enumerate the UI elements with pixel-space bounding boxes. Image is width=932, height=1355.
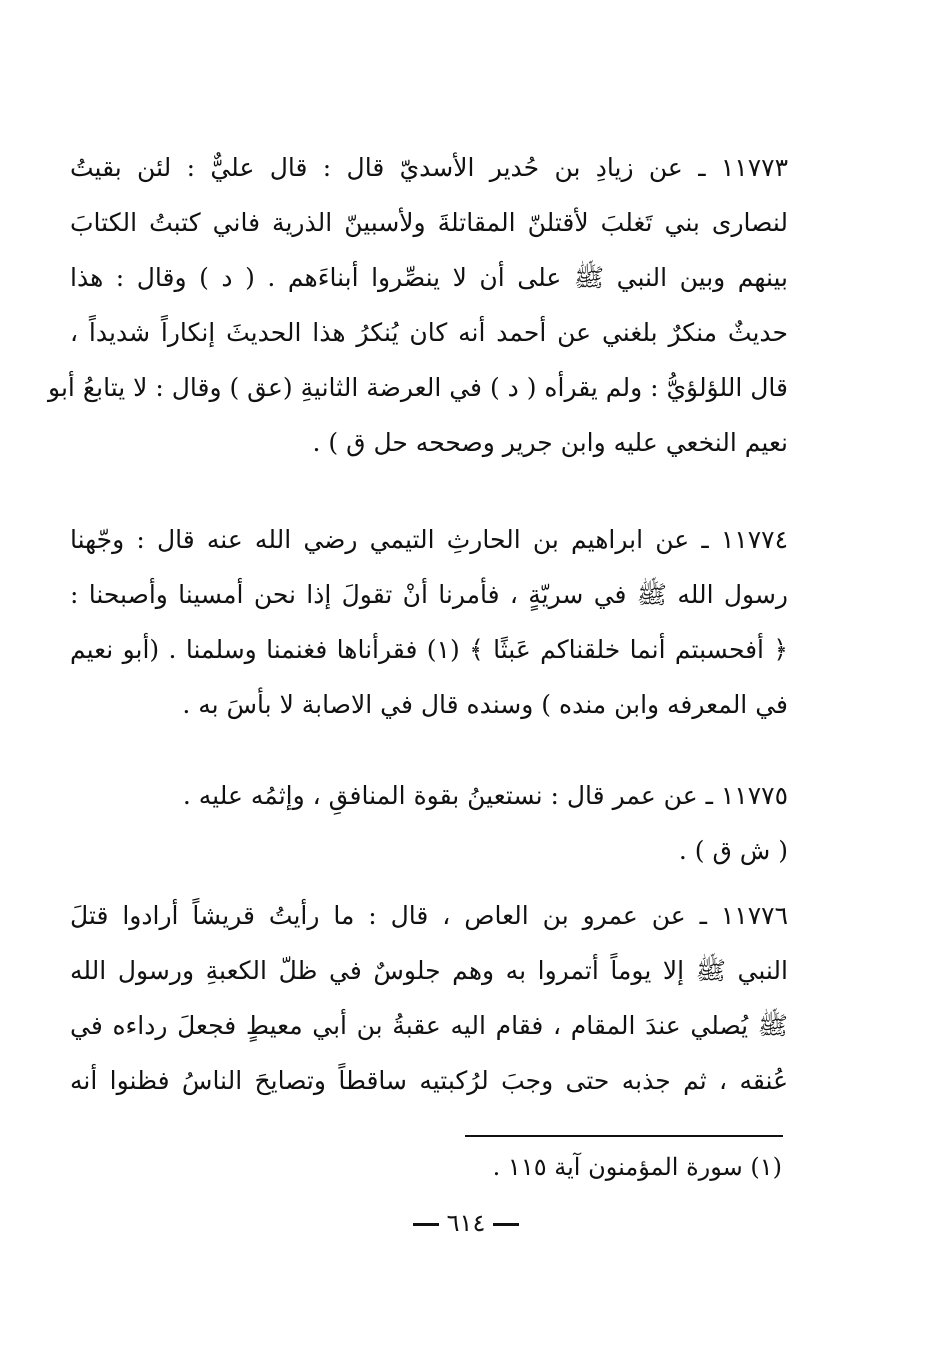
footnote-divider xyxy=(465,1135,783,1137)
text-line: ﷺ يُصلي عندَ المقام ، فقام اليه عقبةُ بن أبي معيطٍ فجعلَ رداءه في xyxy=(70,1011,788,1040)
text-line: عُنقه ، ثم جذبه حتى وجبَ لرُكبتيه ساقطاً وتصايحَ الناسُ فظنوا أنه xyxy=(70,1066,788,1095)
text-line: قال اللؤلؤيُّ : ولم يقرأه ( د ) في العرضة الثانيةِ (عق ) وقال : لا يتابعُ أبو xyxy=(48,373,788,402)
hadith-11773 xyxy=(48,140,788,470)
text-line: ١١٧٧٣ ـ عن زيادِ بن حُدير الأسديّ قال : قال عليٌّ : لئن بقيتُ xyxy=(70,153,788,182)
hadith-11775 xyxy=(70,768,788,878)
text-line: حديثٌ منكرٌ بلغني عن أحمد أنه كان يُنكرُ هذا الحديثَ إنكاراً شديداً ، xyxy=(70,318,788,347)
page-number-value: ٦١٤ xyxy=(446,1209,486,1237)
text-line: ١١٧٧٥ ـ عن عمر قال : نستعينُ بقوة المنافقِ ، وإثمُه عليه . xyxy=(182,781,788,810)
hadith-11776 xyxy=(70,888,788,1108)
text-line: ﴿ أفحسبتم أنما خلقناكم عَبثًا ﴾ (١) فقرأناها فغنمنا وسلمنا . (أبو نعيم xyxy=(70,635,789,664)
text-line: ١١٧٧٤ ـ عن ابراهيم بن الحارثِ التيمي رضي الله عنه قال : وجّهنا xyxy=(70,525,788,554)
text-line: بينهم وبين النبي ﷺ على أن لا ينصِّروا أبناءَهم . ( د ) وقال : هذا xyxy=(70,263,788,292)
page-number xyxy=(0,1203,932,1243)
text-line: لنصارى بني تَغلبَ لأقتلنّ المقاتلةَ ولأسبينّ الذرية فاني كتبتُ الكتابَ xyxy=(70,208,788,237)
hadith-11774 xyxy=(70,512,788,732)
text-line: رسول الله ﷺ في سريّةٍ ، فأمرنا أنْ تقولَ إذا نحن أمسينا وأصبحنا : xyxy=(70,580,788,609)
text-line: ( ش ق ) . xyxy=(678,836,788,865)
footnote: (١) سورة المؤمنون آية ١١٥ . xyxy=(492,1153,782,1181)
text-line: ١١٧٧٦ ـ عن عمرو بن العاص ، قال : ما رأيتُ قريشاً أرادوا قتلَ xyxy=(70,901,788,930)
text-line: النبي ﷺ إلا يوماً أتمروا به وهم جلوسٌ في ظلّ الكعبةِ ورسول الله xyxy=(70,956,788,985)
page-number-dash xyxy=(493,1223,519,1226)
page-number-dash xyxy=(413,1223,439,1226)
text-line: نعيم النخعي عليه وابن جرير وصححه حل ق ) . xyxy=(312,428,788,457)
text-line: في المعرفه وابن منده ) وسنده قال في الاصابة لا بأسَ به . xyxy=(182,690,788,719)
